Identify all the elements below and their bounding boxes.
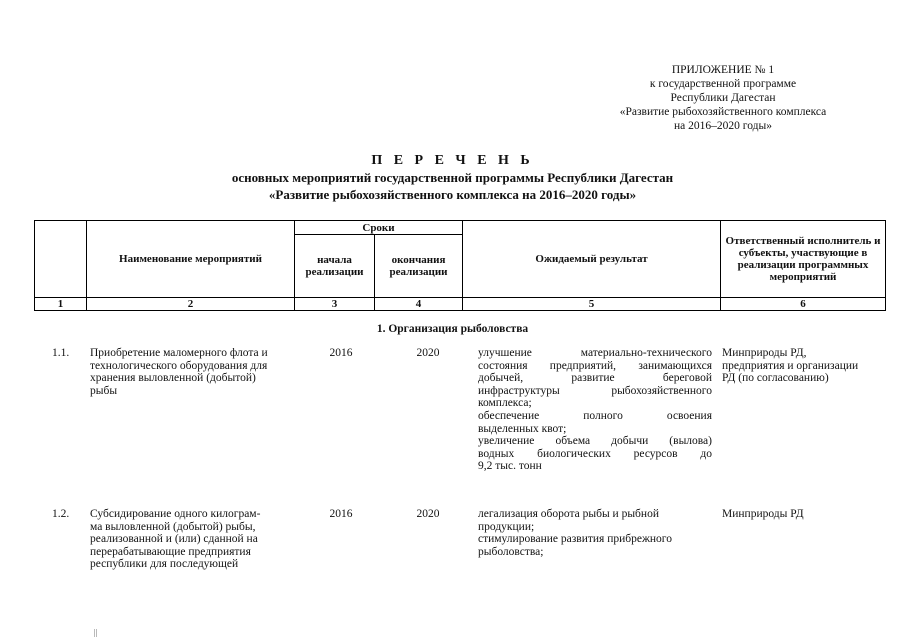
row-end-year: 2020 [416,347,440,359]
header-result: Ожидаемый результат [463,221,721,298]
row-responsible-line: Минприроды РД [722,508,804,520]
header-table [34,220,886,311]
header-terms: Сроки [295,221,463,235]
row-name [90,508,295,571]
title-line-3: «Развитие рыбохозяйственного комплекса на 2016–2020 годы» [268,187,637,202]
row-name-line: технологического оборудования для [90,359,268,372]
row-result-line: стимулирование развития прибрежного [478,533,672,546]
appendix-line: Республики Дагестан [670,92,776,104]
document-title [0,152,905,203]
row-responsible [722,347,887,385]
row-result-line: водных биологических ресурсов до [478,447,712,460]
row-result-line: обеспечение полного освоения [478,409,712,422]
row-number: 1.1. [52,347,70,359]
appendix-line: «Развитие рыбохозяйственного комплекса [619,106,827,118]
row-name-line: республики для последующей [90,558,239,571]
row-result-line: рыболовства; [478,545,544,558]
title-main: П Е Р Е Ч Е Н Ь [371,153,534,168]
row-name-line: перерабатывающие предприятия [90,545,251,558]
row-responsible [722,508,887,521]
row-name-line: Приобретение маломерного флота и [90,347,268,359]
scan-mark: || [94,628,98,637]
row-name-line: Субсидирование одного килограм- [90,508,261,520]
row-responsible-line: предприятия и организации [722,359,859,372]
row-result-line: улучшение материально-технического [478,347,712,359]
column-number: 1 [35,298,87,311]
row-result-line: состояния предприятий, занимающихся [478,359,712,372]
row-result [478,347,712,473]
row-start-year: 2016 [329,347,353,359]
row-name-line: хранения выловленной (добытой) [90,372,256,385]
row-start-year: 2016 [329,508,353,520]
row-responsible-line: Минприроды РД, [722,347,807,359]
row-result-line: выделенных квот; [478,422,567,435]
appendix-line: ПРИЛОЖЕНИЕ № 1 [671,64,775,76]
column-number: 5 [463,298,721,311]
column-number: 6 [721,298,886,311]
row-result-line: комплекса; [478,397,532,410]
header-name: Наименование мероприятий [87,221,295,298]
row-result-line: инфраструктуры рыбохозяйственного [478,384,712,397]
appendix-line: к государственной программе [649,78,797,90]
row-responsible-line: РД (по согласованию) [722,372,829,385]
column-number: 4 [375,298,463,311]
section-title: 1. Организация рыболовства [376,323,529,335]
column-number: 2 [87,298,295,311]
row-end-year: 2020 [416,508,440,520]
row-name [90,347,295,397]
header-responsible: Ответственный исполнитель и субъекты, участвующие в реализации программных мероприятий [721,221,886,298]
header-start: начала реализации [295,235,375,298]
row-name-line: реализованной и (или) сданной на [90,533,258,546]
row-name-line: рыбы [90,384,118,397]
row-result-line: легализация оборота рыбы и рыбной [478,508,659,520]
header-no [35,221,87,298]
row-result-line: 9,2 тыс. тонн [478,460,542,473]
row-result-line: увеличение объема добычи (вылова) [478,435,712,448]
row-result-line: добычей, развитие береговой [478,372,712,385]
row-result [478,508,712,558]
row-result-line: продукции; [478,520,535,533]
appendix-line: на 2016–2020 годы» [674,120,772,132]
header-end: окончания реализации [375,235,463,298]
title-line-2: основных мероприятий государственной программы Республики Дагестан [231,170,674,185]
appendix-note [603,63,843,133]
row-name-line: ма выловленной (добытой) рыбы, [90,520,256,533]
row-number: 1.2. [52,508,70,520]
column-number: 3 [295,298,375,311]
